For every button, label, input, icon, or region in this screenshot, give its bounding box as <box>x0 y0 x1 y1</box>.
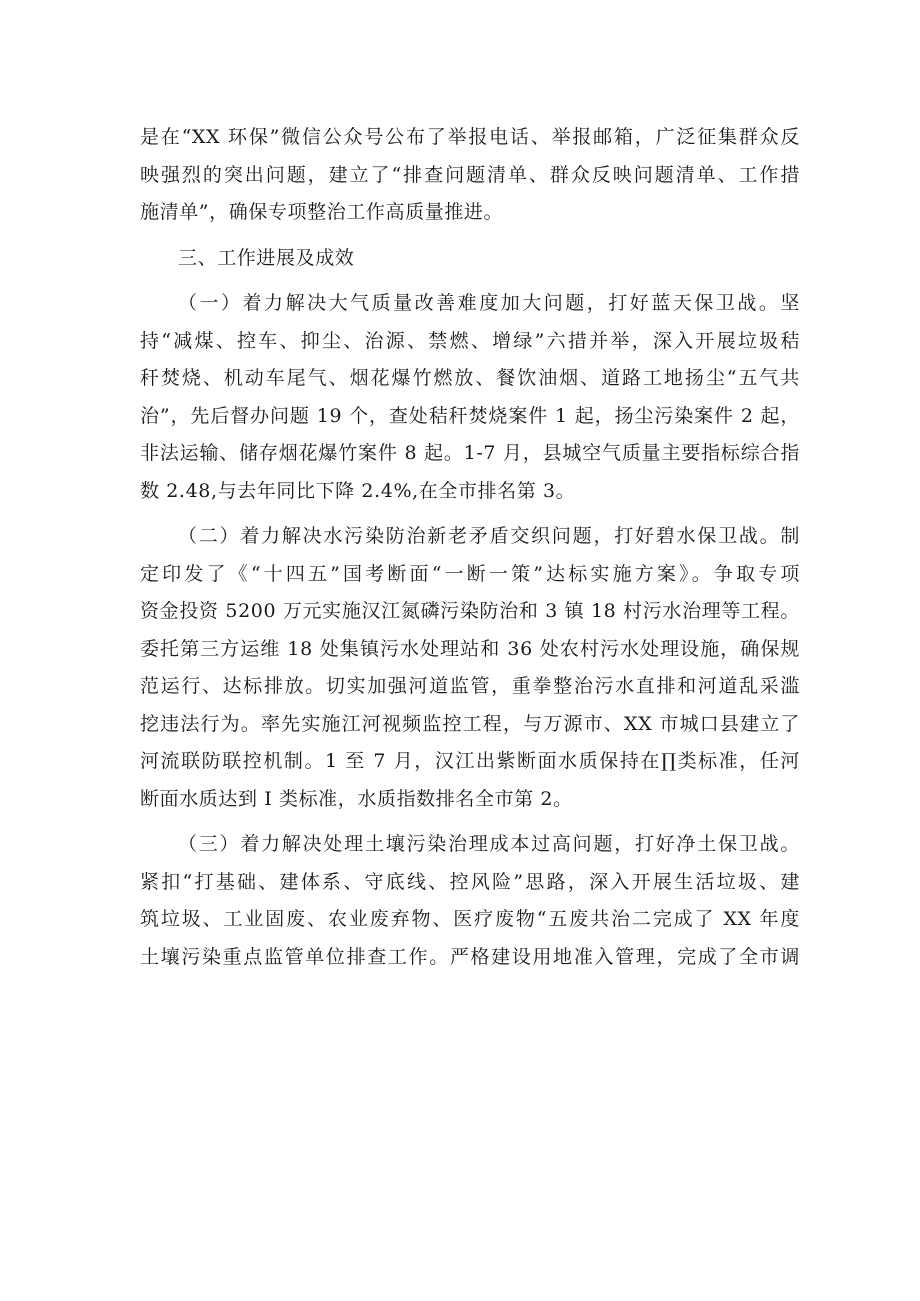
paragraph-line: 定印发了《“十四五”国考断面“一断一策”达标实施方案》。争取专项 <box>140 562 800 585</box>
paragraph-line: （二）着力解决水污染防治新老矛盾交织问题，打好碧水保卫战。制 <box>178 525 800 547</box>
paragraph-line: 是在“XX 环保”微信公众号公布了举报电话、举报邮箱，广泛征集群众反 <box>140 126 800 148</box>
paragraph-line: 河流联防联控机制。1 至 7 月，汉江出紫断面水质保持在∏类标准，任河 <box>140 750 800 772</box>
paragraph-line: 持“减煤、控车、抑尘、治源、禁燃、增绿”六措并举，深入开展垃圾秸 <box>140 329 800 352</box>
paragraph-line: 委托第三方运维 18 处集镇污水处理站和 36 处农村污水处理设施，确保规 <box>140 637 800 660</box>
paragraph-line: （一）着力解决大气质量改善难度加大问题，打好蓝天保卫战。坚 <box>178 292 800 314</box>
paragraph-line: 非法运输、储存烟花爆竹案件 8 起。1-7 月，县城空气质量主要指标综合指 <box>140 442 800 464</box>
paragraph-line: 映强烈的突出问题，建立了“排查问题清单、群众反映问题清单、工作措 <box>140 163 800 186</box>
paragraph-line: 施清单”，确保专项整治工作高质量推进。 <box>140 201 504 223</box>
paragraph-line: 土壤污染重点监管单位排查工作。严格建设用地准入管理，完成了全市调 <box>140 945 800 968</box>
paragraph-line: 筑垃圾、工业固废、农业废弃物、医疗废物“五废共治二完成了 XX 年度 <box>140 908 800 930</box>
paragraph-line: 紧扣“打基础、建体系、守底线、控风险”思路，深入开展生活垃圾、建 <box>140 870 800 893</box>
paragraph-line: 挖违法行为。率先实施江河视频监控工程，与万源市、XX 市城口县建立了 <box>140 712 800 735</box>
paragraph-line: 秆焚烧、机动车尾气、烟花爆竹燃放、餐饮油烟、道路工地扬尘“五气共 <box>140 367 800 389</box>
paragraph-water-pollution <box>140 518 800 818</box>
paragraph-line: （三）着力解决处理土壤污染治理成本过高问题，打好净土保卫战。 <box>178 833 800 855</box>
paragraph-line: 资金投资 5200 万元实施汉江氮磷污染防治和 3 镇 18 村污水治理等工程。 <box>140 600 800 622</box>
paragraph-soil-pollution <box>140 826 800 976</box>
paragraph-line: 范运行、达标排放。切实加强河道监管，重拳整治污水直排和河道乱采滥 <box>140 675 800 697</box>
document-body <box>140 119 800 976</box>
intro-paragraph <box>140 119 800 232</box>
paragraph-line: 断面水质达到 I 类标准，水质指数排名全市第 2。 <box>140 787 573 810</box>
paragraph-air-quality <box>140 285 800 510</box>
section-heading: 三、工作进展及成效 <box>178 246 355 269</box>
paragraph-line: 数 2.48,与去年同比下降 2.4%,在全市排名第 3。 <box>140 479 576 502</box>
paragraph-line: 治”，先后督办问题 19 个，查处秸秆焚烧案件 1 起，扬尘污染案件 2 起， <box>140 404 800 427</box>
